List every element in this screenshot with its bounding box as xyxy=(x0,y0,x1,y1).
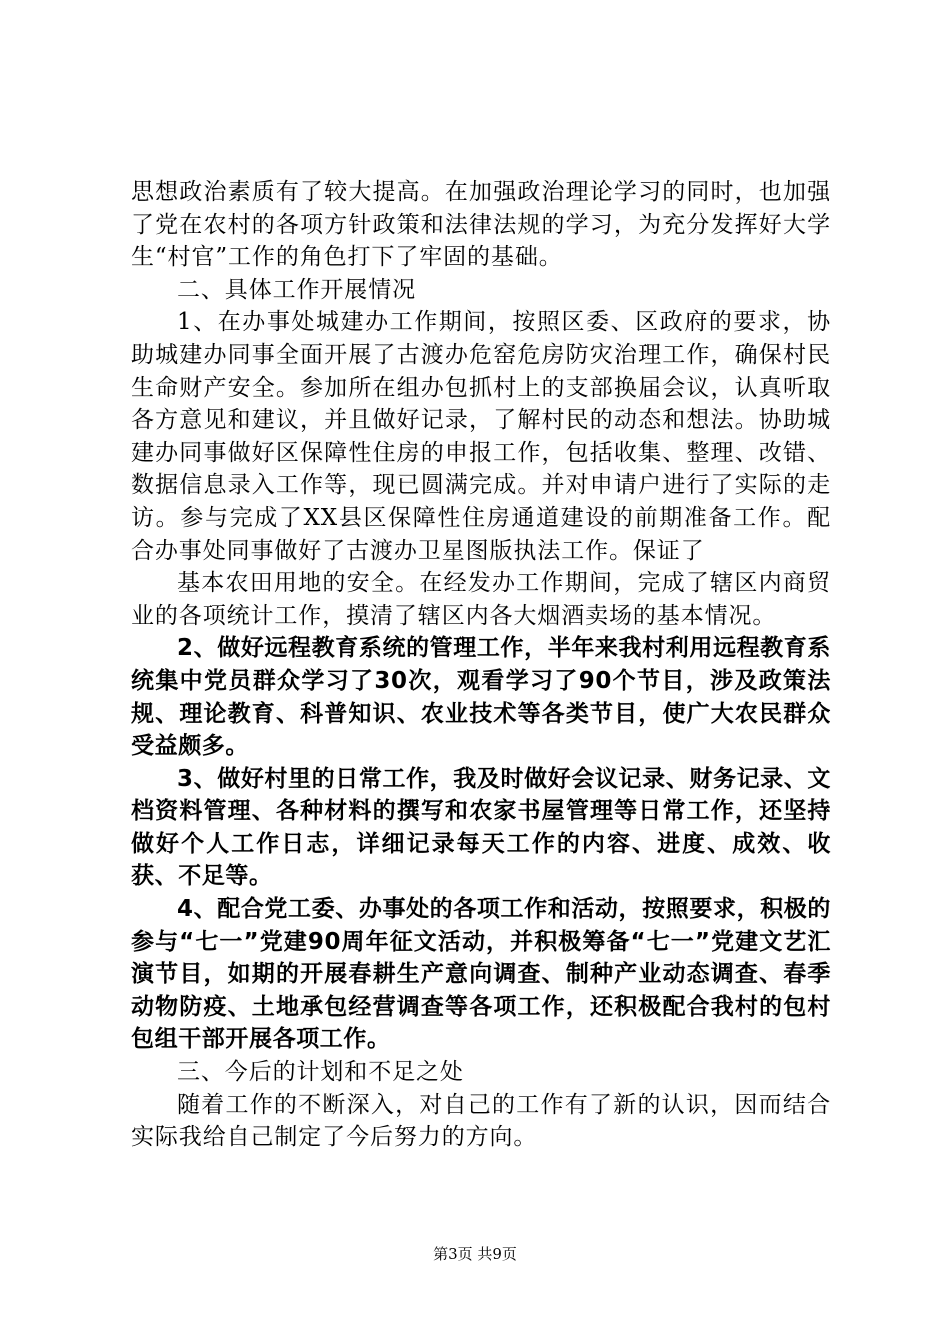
paragraph-item-1: 1、在办事处城建办工作期间，按照区委、区政府的要求，协助城建办同事全面开展了古渡办危窑危房防灾治理工作，确保村民生命财产安全。参加所在组办包抓村上的支部换届会议，认真听取各方意见和建议，并且做好记录，了解村民的动态和想法。协助城建办同事做好区保障性住房的申报工作，包括收集、整理、改错、数据信息录入工作等，现已圆满完成。并对申请户进行了实际的走访。参与完成了XX县区保障性住房通道建设的前期准备工作。配合办事处同事做好了古渡办卫星图版执法工作。保证了 xyxy=(131,309,831,564)
paragraph-item-4: 4、配合党工委、办事处的各项工作和活动，按照要求，积极的参与“七一”党建90周年征文活动，并积极筹备“七一”党建文艺汇演节目，如期的开展春耕生产意向调查、制种产业动态调查、春季动物防疫、土地承包经营调查等各项工作，还积极配合我村的包村包组干部开展各项工作。 xyxy=(131,896,831,1053)
document-body xyxy=(131,176,831,1154)
paragraph-continuation: 基本农田用地的安全。在经发办工作期间，完成了辖区内商贸业的各项统计工作，摸清了辖区内各大烟酒卖场的基本情况。 xyxy=(131,570,831,629)
page-footer xyxy=(0,1243,950,1264)
paragraph-item-2: 2、做好远程教育系统的管理工作，半年来我村利用远程教育系统集中党员群众学习了30次，观看学习了90个节目，涉及政策法规、理论教育、科普知识、农业技术等各类节目，使广大农民群众受益颇多。 xyxy=(131,635,831,760)
paragraph-item-3: 3、做好村里的日常工作，我及时做好会议记录、财务记录、文档资料管理、各种材料的撰写和农家书屋管理等日常工作，还坚持做好个人工作日志，详细记录每天工作的内容、进度、成效、收获、不足等。 xyxy=(131,765,831,890)
section-heading-3: 三、今后的计划和不足之处 xyxy=(177,1059,464,1086)
paragraph-closing: 随着工作的不断深入，对自己的工作有了新的认识，因而结合实际我给自己制定了今后努力的方向。 xyxy=(131,1091,831,1151)
section-heading-2: 二、具体工作开展情况 xyxy=(177,276,416,303)
page-number: 第3页 共9页 xyxy=(433,1245,517,1263)
paragraph-1: 思想政治素质有了较大提高。在加强政治理论学习的同时，也加强了党在农村的各项方针政策和法律法规的学习，为充分发挥好大学生“村官”工作的角色打下了牢固的基础。 xyxy=(131,179,831,271)
